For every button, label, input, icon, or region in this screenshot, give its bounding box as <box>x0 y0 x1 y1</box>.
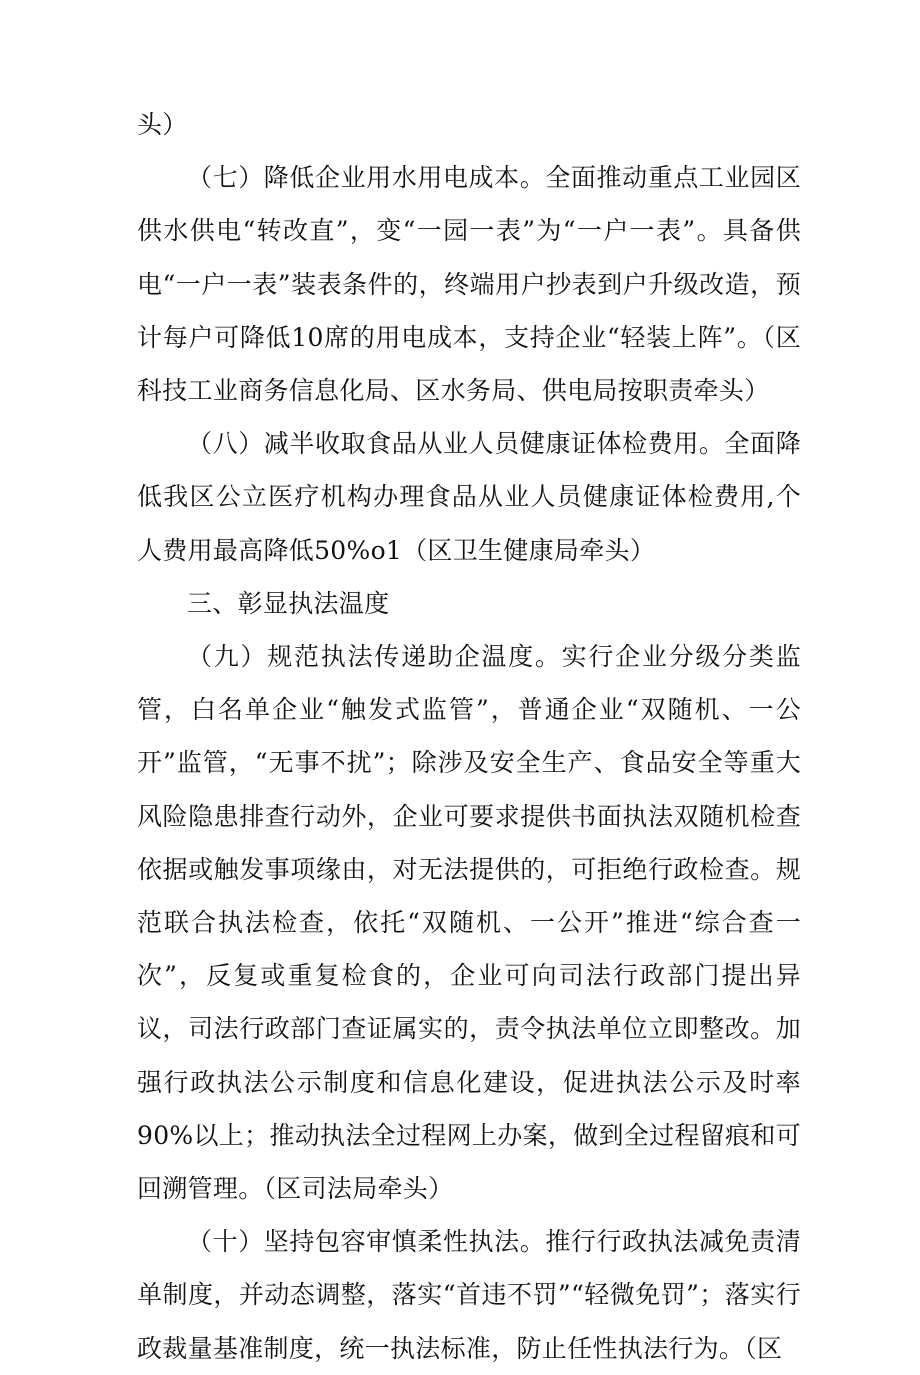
document-body <box>137 98 801 1375</box>
section-heading-3: 三、彰显执法温度 <box>187 588 390 618</box>
paragraph-item-8: （八）减半收取食品从业人员健康证体检费用。全面降低我区公立医疗机构办理食品从业人员健康证体检费用,个人费用最高降低50%o1（区卫生健康局牵头） <box>137 429 801 565</box>
paragraph-continuation: 头） <box>137 110 188 139</box>
paragraph-item-9: （九）规范执法传递助企温度。实行企业分级分类监管，白名单企业“触发式监管”，普通企业“双随机、一公开”监管，“无事不扰”；除涉及安全生产、食品安全等重大风险隐患排查行动外，企业可要求提供书面执法双随机检查依据或触发事项缘由，对无法提供的，可拒绝行政检查。规范联合执法检查，依托“双随机、一公开”推进“综合查一次”，反复或重复检食的，企业可向司法行政部门提出异议，司法行政部门查证属实的，责令执法单位立即整改。加强行政执法公示制度和信息化建设，促进执法公示及时率90%以上；推动执法全过程网上办案，做到全过程留痕和可回溯管理。（区司法局牵头） <box>137 642 801 1204</box>
paragraph-item-7: （七）降低企业用水用电成本。全面推动重点工业园区供水供电“转改直”，变“一园一表”为“一户一表”。具备供电“一户一表”装表条件的，终端用户抄表到户升级改造，预计每户可降低10席的用电成本，支持企业“轻装上阵”。（区科技工业商务信息化局、区水务局、供电局按职责牵头） <box>137 163 801 406</box>
paragraph-item-10: （十）坚持包容审慎柔性执法。推行行政执法减免责清单制度，并动态调整，落实“首违不罚”“轻微免罚”；落实行政裁量基准制度，统一执法标准，防止任性执法行为。（区 <box>137 1227 801 1363</box>
